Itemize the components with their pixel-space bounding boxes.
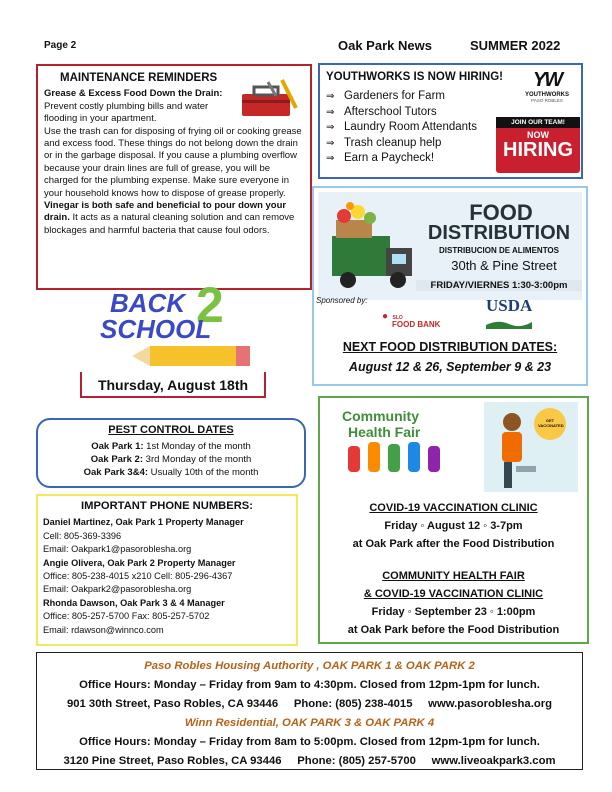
maintenance-lead: Grease & Excess Food Down the Drain: bbox=[44, 88, 223, 100]
maintenance-body bbox=[44, 88, 244, 125]
phone-line: Email: Oakpark1@pasoroblesha.org bbox=[43, 544, 192, 555]
school-text: SCHOOL bbox=[100, 314, 212, 344]
usda-text: USDA bbox=[486, 296, 533, 315]
phone-line: Office: 805-238-4015 x210 Cell: 805-296-4367 bbox=[43, 571, 233, 582]
usda-logo bbox=[486, 296, 532, 334]
food-distribution-box bbox=[312, 186, 588, 386]
office-hours-2: Office Hours: Monday – Friday from 8am to 5:00pm. Closed from 12pm-1pm for lunch. bbox=[79, 736, 540, 748]
list-item: ⇒ Earn a Paycheck! bbox=[326, 151, 575, 167]
slo-logo-icon: ● bbox=[382, 311, 389, 322]
maintenance-box bbox=[36, 64, 312, 290]
food-spanish: DISTRIBUCION DE ALIMENTOS bbox=[438, 246, 559, 255]
maintenance-body-text: Use the trash can for disposing of frying oil or cooking grease and excess food. These things do not belong down the drain or in the garbage disposal. If you cause a plumbing overflow because your drain lines are full of grease, you will be charged for the plumbing expense. Make sure everyone in your household knows how to dispose of grease properly. bbox=[44, 125, 302, 199]
pest-control-box bbox=[36, 418, 306, 488]
fair-title-2: & COVID-19 VACCINATION CLINIC bbox=[363, 588, 544, 600]
issue-label: SUMMER 2022 bbox=[470, 38, 561, 53]
two-text: 2 bbox=[196, 277, 224, 333]
school-date-box bbox=[80, 372, 266, 398]
pest-label: Oak Park 2: bbox=[90, 454, 144, 465]
school-date: Thursday, August 18th bbox=[97, 377, 249, 393]
back-text: BACK bbox=[110, 288, 186, 318]
youthworks-title: YOUTHWORKS IS NOW HIRING! bbox=[326, 71, 503, 83]
raised-hands-icon bbox=[342, 440, 452, 474]
covid-where: at Oak Park after the Food Distribution bbox=[352, 538, 555, 550]
phone-title: IMPORTANT PHONE NUMBERS: bbox=[81, 500, 253, 512]
office-org-1: Paso Robles Housing Authority , OAK PARK 1 & OAK PARK 2 bbox=[144, 660, 475, 672]
covid-title: COVID-19 VACCINATION CLINIC bbox=[369, 502, 538, 514]
phone-line: Cell: 805-369-3396 bbox=[43, 530, 122, 541]
newsletter-title: Oak Park News bbox=[338, 38, 432, 53]
food-truck-icon bbox=[324, 202, 424, 294]
next-dates: August 12 & 26, September 9 & 23 bbox=[348, 360, 552, 374]
yw-logo-icon: YW bbox=[532, 69, 562, 91]
hiring-sign-hiring: HIRING bbox=[503, 139, 573, 161]
list-item: ⇒ Afterschool Tutors bbox=[326, 105, 575, 121]
vaccine-badge: GET VACCINATED bbox=[538, 418, 564, 428]
food-title-2: DISTRIBUTION bbox=[427, 222, 571, 244]
vaccinated-person-icon bbox=[484, 402, 578, 492]
pest-row bbox=[38, 440, 304, 453]
food-address: 30th & Pine Street bbox=[451, 258, 557, 273]
maintenance-vinegar: Vinegar is both safe and beneficial to pour down your drain. bbox=[44, 200, 287, 224]
phone-line: Daniel Martinez, Oak Park 1 Property Manager bbox=[43, 517, 244, 528]
phone-line: Office: 805-257-5700 Fax: 805-257-5702 bbox=[43, 611, 210, 622]
hiring-sign bbox=[496, 117, 580, 173]
phone-line: Email: rdawson@winnco.com bbox=[43, 624, 164, 635]
food-time: FRIDAY/VIERNES 1:30-3:00pm bbox=[416, 280, 582, 291]
pencil-icon bbox=[132, 342, 252, 370]
maintenance-text bbox=[44, 126, 304, 238]
hiring-sign-now: NOW bbox=[527, 130, 549, 140]
office-address-2: 3120 Pine Street, Paso Robles, CA 93446 Phone: (805) 257-5700 www.liveoakpark3.com bbox=[63, 755, 556, 767]
pest-value: 3rd Monday of the month bbox=[143, 454, 252, 465]
list-item: ⇒ Gardeners for Farm bbox=[326, 89, 575, 105]
fair-where: at Oak Park before the Food Distribution bbox=[347, 624, 560, 636]
phone-line: Rhonda Dawson, Oak Park 3 & 4 Manager bbox=[43, 597, 225, 608]
maintenance-tail: It acts as a natural cleaning solution and can remove blockages and harmful bacteria that cause foul odors. bbox=[44, 212, 295, 236]
youthworks-box bbox=[318, 63, 583, 179]
foodbank-text: FOOD BANK bbox=[392, 320, 441, 329]
yw-logo-text: YOUTHWORKS bbox=[525, 92, 569, 98]
maintenance-lead-rest: Prevent costly plumbing bills and water flooding in your apartment. bbox=[44, 100, 209, 125]
pest-value: 1st Monday of the month bbox=[143, 441, 251, 452]
phone-line: Email: Oakpark2@pasoroblesha.org bbox=[43, 584, 192, 595]
phone-numbers-box bbox=[36, 494, 298, 646]
toolbox-icon bbox=[238, 78, 300, 118]
list-item: ⇒ Laundry Room Attendants bbox=[326, 120, 575, 136]
pest-label: Oak Park 3&4: bbox=[83, 467, 149, 478]
office-hours-1: Office Hours: Monday – Friday from 9am to 4:30pm. Closed from 12pm-1pm for lunch. bbox=[79, 679, 540, 691]
covid-when: Friday ◦ August 12 ◦ 3-7pm bbox=[384, 520, 523, 532]
health-fair-logo bbox=[342, 408, 452, 479]
hiring-sign-top: JOIN OUR TEAM! bbox=[496, 117, 580, 128]
youthworks-logo bbox=[516, 69, 578, 103]
vaccine-illustration bbox=[484, 402, 578, 492]
maintenance-title: MAINTENANCE REMINDERS bbox=[60, 72, 218, 84]
pest-title: PEST CONTROL DATES bbox=[108, 424, 234, 436]
office-org-2: Winn Residential, OAK PARK 3 & OAK PARK 4 bbox=[184, 717, 435, 729]
list-item: ⇒ Trash cleanup help bbox=[326, 136, 575, 152]
hf-logo-line1: Community bbox=[342, 408, 419, 424]
slo-text: SLO bbox=[392, 315, 403, 321]
sponsored-label: Sponsored by: bbox=[316, 296, 368, 305]
fair-when: Friday ◦ September 23 ◦ 1:00pm bbox=[371, 606, 536, 618]
pest-value: Usually 10th of the month bbox=[148, 467, 259, 478]
next-dates-title: NEXT FOOD DISTRIBUTION DATES: bbox=[342, 340, 558, 354]
health-fair-box bbox=[318, 396, 589, 644]
yw-logo-sub: PASO ROBLES bbox=[531, 98, 563, 103]
pest-row bbox=[38, 453, 304, 466]
phone-line: Angie Olivera, Oak Park 2 Property Manager bbox=[43, 557, 236, 568]
back-to-school-graphic bbox=[92, 277, 272, 370]
hf-logo-line2: Health Fair bbox=[348, 424, 421, 440]
usda-wave-icon bbox=[486, 319, 532, 329]
pest-label: Oak Park 1: bbox=[91, 441, 144, 452]
slo-food-bank-logo bbox=[382, 306, 442, 329]
office-address-1: 901 30th Street, Paso Robles, CA 93446 Phone: (805) 238-4015 www.pasoroblesha.org bbox=[66, 698, 553, 710]
food-title-1: FOOD bbox=[469, 200, 533, 225]
food-flyer bbox=[318, 192, 582, 300]
fair-title-1: COMMUNITY HEALTH FAIR bbox=[382, 570, 525, 582]
office-info-box bbox=[36, 652, 583, 770]
pest-row bbox=[38, 466, 304, 479]
page-number: Page 2 bbox=[44, 40, 77, 51]
